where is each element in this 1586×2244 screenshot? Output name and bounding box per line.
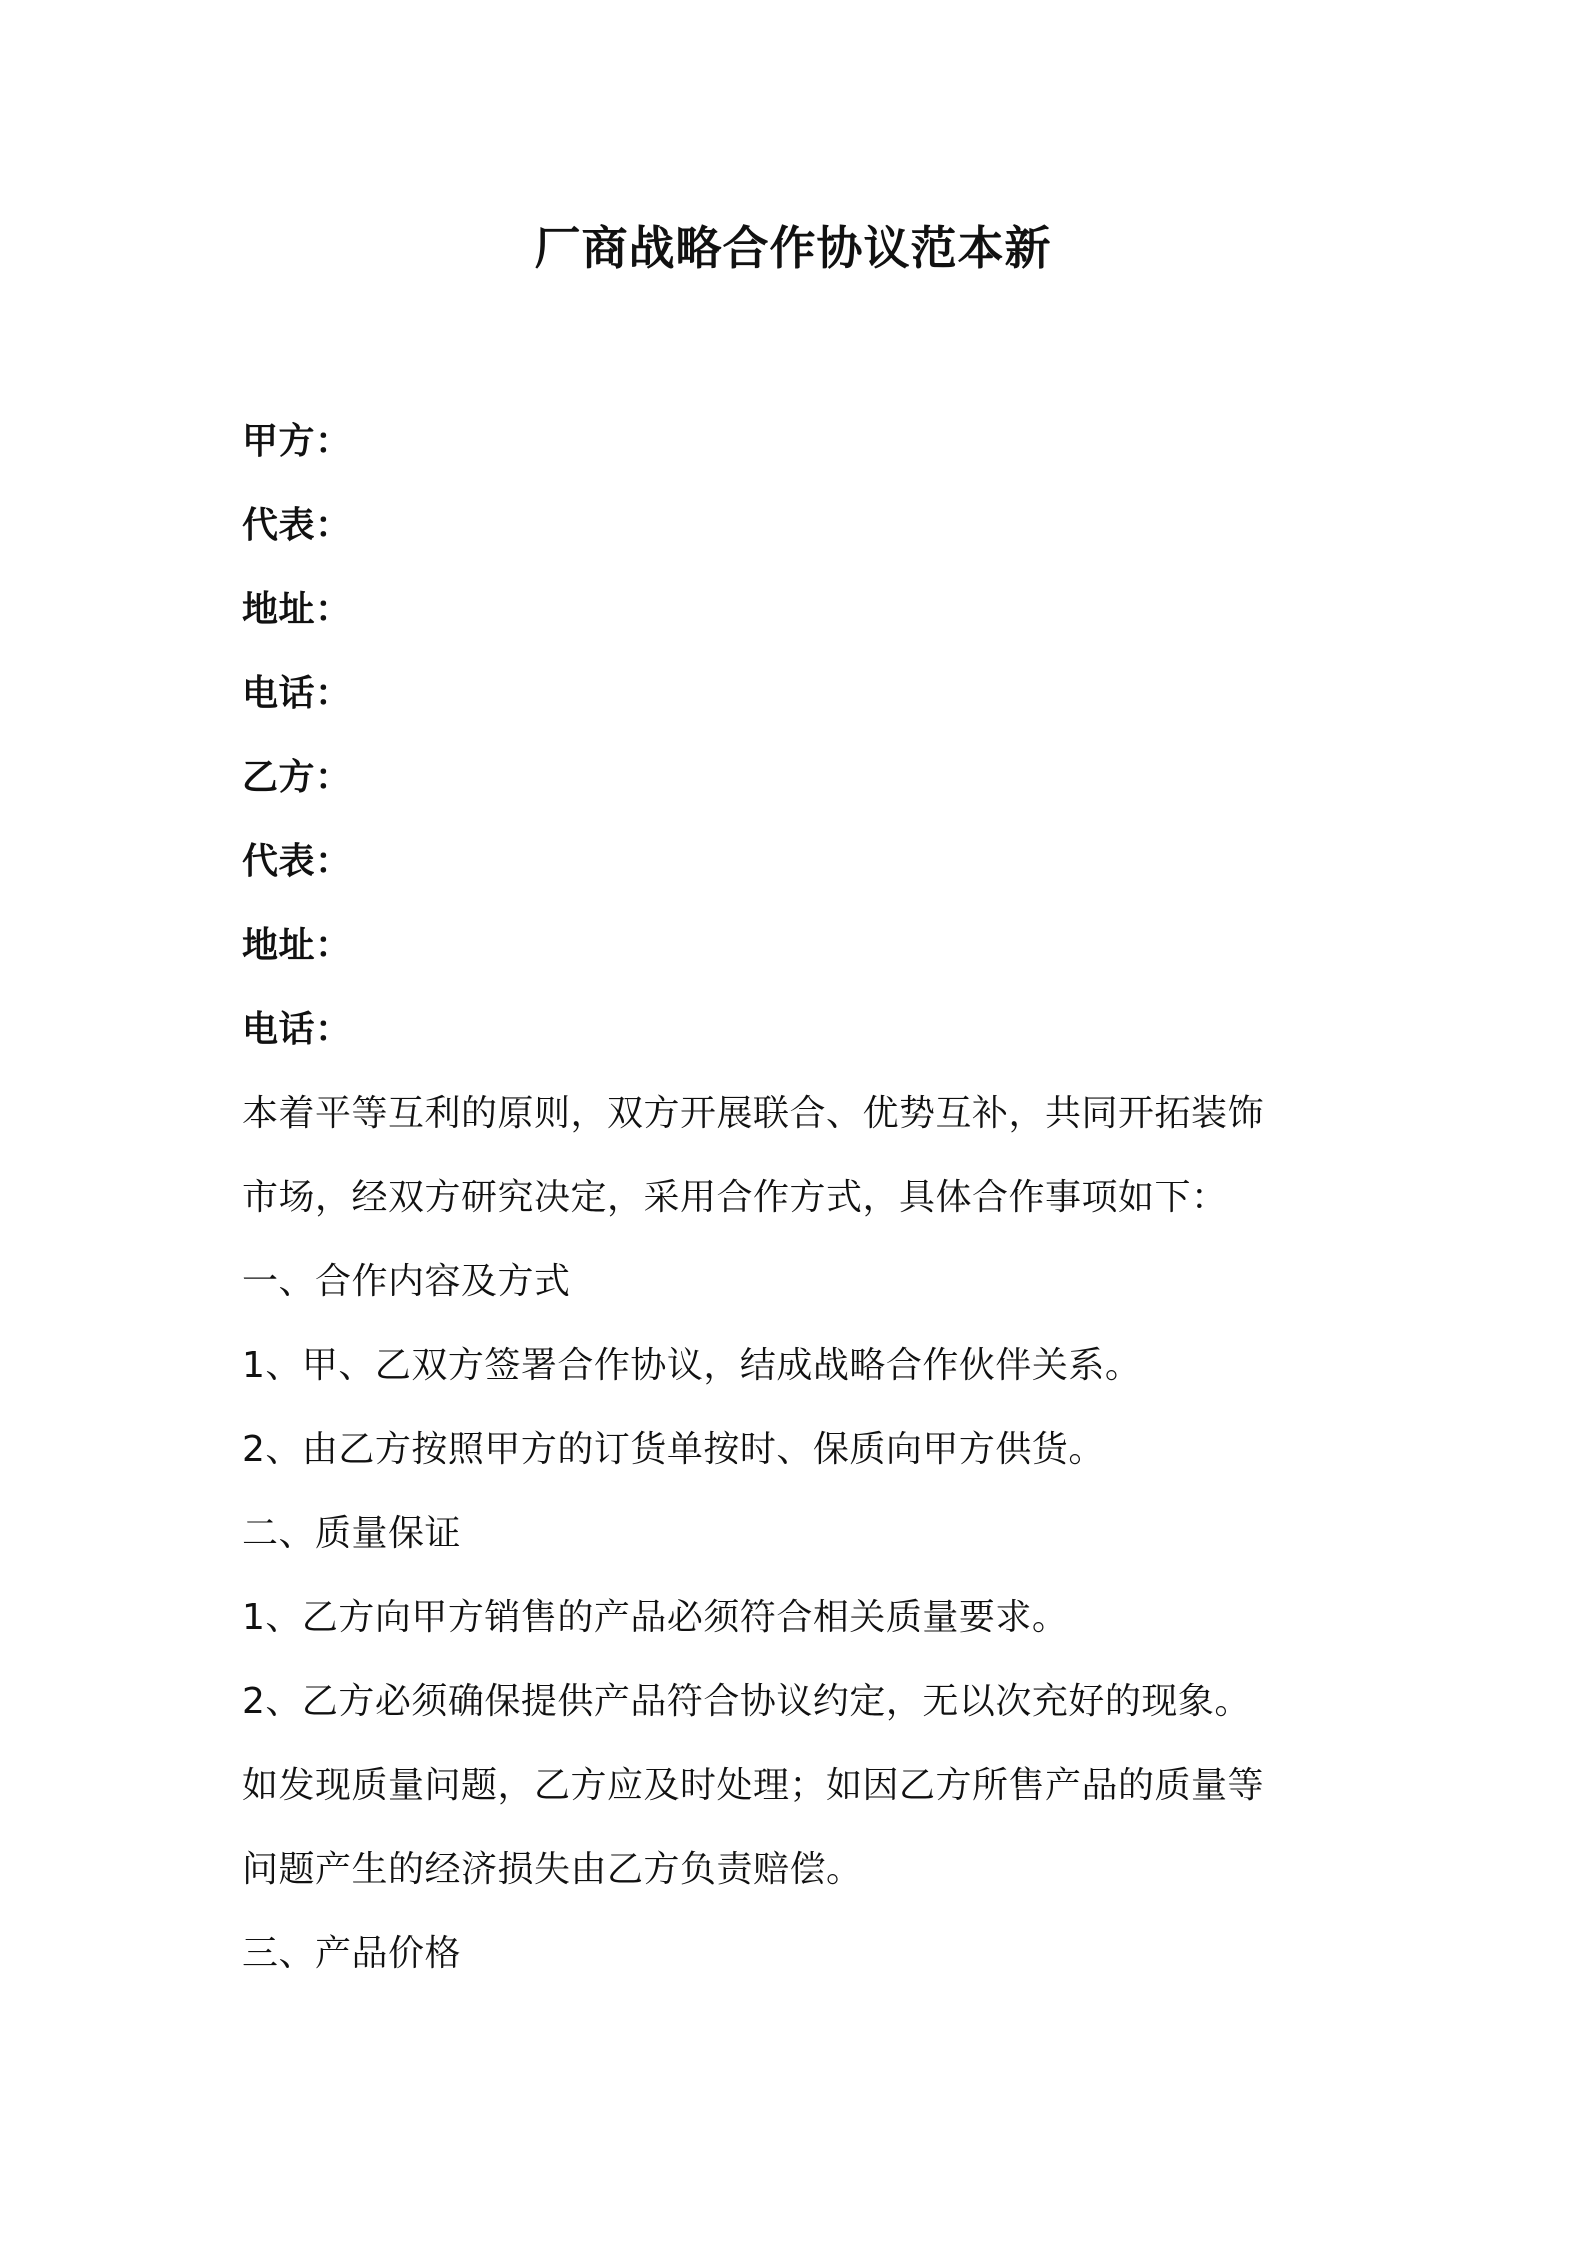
section-1-item-2: 2、由乙方按照甲方的订货单按时、保质向甲方供货。 xyxy=(242,1429,1105,1470)
party-a-representative: 代表： xyxy=(242,505,352,546)
document-title: 厂商战略合作协议范本新 xyxy=(534,221,1052,275)
party-a-phone: 电话： xyxy=(242,673,352,714)
party-a-label: 甲方： xyxy=(242,421,352,462)
section-3-heading: 三、产品价格 xyxy=(242,1933,462,1974)
party-b-phone: 电话： xyxy=(242,1009,352,1050)
section-1-item-1: 1、甲、乙双方签署合作协议，结成战略合作伙伴关系。 xyxy=(242,1345,1142,1386)
section-2-item-2-cont-1: 如发现质量问题，乙方应及时处理；如因乙方所售产品的质量等 xyxy=(242,1765,1265,1806)
party-b-label: 乙方： xyxy=(242,757,352,798)
preamble-line-1: 本着平等互利的原则，双方开展联合、优势互补，共同开拓装饰 xyxy=(242,1093,1265,1134)
section-2-item-2: 2、乙方必须确保提供产品符合协议约定，无以次充好的现象。 xyxy=(242,1681,1251,1722)
section-2-item-2-cont-2: 问题产生的经济损失由乙方负责赔偿。 xyxy=(242,1849,863,1890)
section-1-heading: 一、合作内容及方式 xyxy=(242,1261,571,1302)
section-2-heading: 二、质量保证 xyxy=(242,1513,462,1554)
party-b-representative: 代表： xyxy=(242,841,352,882)
party-b-address: 地址： xyxy=(242,925,352,966)
section-2-item-1: 1、乙方向甲方销售的产品必须符合相关质量要求。 xyxy=(242,1597,1069,1638)
document-body xyxy=(242,400,1352,1996)
preamble-line-2: 市场，经双方研究决定，采用合作方式，具体合作事项如下： xyxy=(242,1177,1228,1218)
party-a-address: 地址： xyxy=(242,589,352,630)
